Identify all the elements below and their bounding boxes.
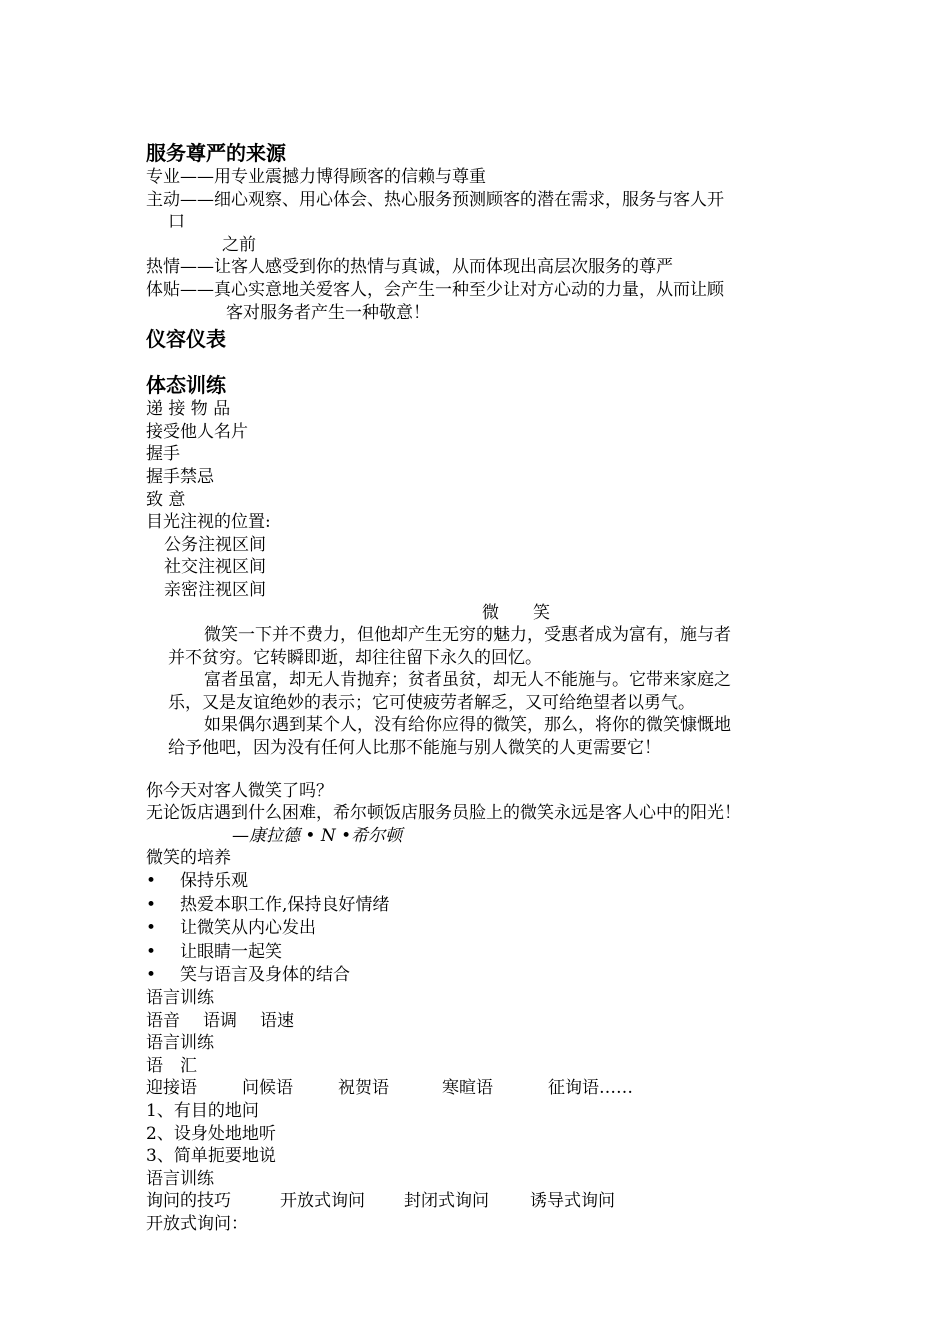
quote-signature: —康拉德 • N •希尔顿 [232, 825, 403, 846]
term: 封闭式询问 [404, 1191, 489, 1212]
paragraph-line: 给予他吧，因为没有任何人比那不能施与别人微笑的人更需要它！ [168, 738, 661, 759]
bullet-icon: • [146, 941, 157, 962]
term: 寒暄语 [442, 1078, 493, 1099]
text-line: 开放式询问： [146, 1213, 248, 1234]
term: 语速 [260, 1010, 294, 1031]
bullet-item [146, 941, 816, 964]
term: 问候语 [242, 1078, 293, 1099]
numbered-item: 1、有目的地问 [146, 1100, 259, 1121]
quote-line: 无论饭店遇到什么困难，希尔顿饭店服务员脸上的微笑永远是客人心中的阳光！ [146, 803, 741, 824]
bullet-icon: • [146, 918, 157, 939]
bullet-text: 热爱本职工作,保持良好情绪 [180, 894, 390, 915]
list-item: 目光注视的位置: [146, 512, 271, 533]
term: 征询语…… [548, 1078, 633, 1099]
paragraph-line: 微笑一下并不费力，但他却产生无穷的魅力，受惠者成为富有，施与者 [204, 625, 731, 646]
term-row [146, 1077, 816, 1100]
paragraph-line: 如果偶尔遇到某个人，没有给你应得的微笑，那么，将你的微笑慷慨地 [204, 715, 731, 736]
term: 迎接语 [146, 1078, 197, 1099]
bullet-text: 让微笑从内心发出 [180, 918, 316, 939]
term-row [146, 1010, 816, 1033]
section-title-service-dignity: 服务尊严的来源 [146, 141, 286, 165]
section-title-posture: 体态训练 [146, 373, 226, 398]
term: 询问的技巧 [146, 1191, 231, 1212]
list-subitem: 社交注视区间 [164, 557, 266, 578]
text-line: 专业——用专业震撼力博得顾客的信赖与尊重 [146, 167, 486, 187]
term: 开放式询问 [280, 1191, 365, 1212]
section-title-appearance: 仪容仪表 [146, 327, 226, 352]
subheading: 语言训练 [146, 988, 214, 1008]
text-line: 主动——细心观察、用心体会、热心服务预测顾客的潜在需求，服务与客人开 [146, 189, 724, 210]
document-page [146, 140, 816, 1236]
list-item: 握手 [146, 444, 180, 465]
bullet-text: 保持乐观 [180, 871, 248, 892]
term: 祝贺语 [338, 1078, 389, 1099]
list-subitem: 公务注视区间 [164, 534, 266, 555]
spacer [146, 760, 816, 780]
term: 语 汇 [146, 1055, 197, 1076]
list-subitem: 亲密注视区间 [164, 579, 266, 600]
bullet-text: 让眼睛一起笑 [180, 941, 282, 962]
subheading: 语言训练 [146, 1033, 214, 1054]
text-line: 体贴——真心实意地关爱客人，会产生一种至少让对方心动的力量，从而让顾 [146, 279, 724, 300]
term: 语调 [203, 1010, 237, 1031]
bullet-item [146, 894, 816, 917]
term: 诱导式询问 [530, 1191, 615, 1212]
list-item: 致 意 [146, 489, 186, 510]
bullet-item [146, 917, 816, 940]
bullet-item [146, 964, 816, 987]
numbered-item: 2、设身处地地听 [146, 1123, 276, 1144]
question-line: 你今天对客人微笑了吗？ [146, 780, 333, 801]
paragraph-line: 富者虽富，却无人肯抛弃；贫者虽贫，却无人不能施与。它带来家庭之 [204, 670, 731, 691]
bullet-text: 笑与语言及身体的结合 [180, 965, 350, 986]
text-line: 客对服务者产生一种敬意！ [226, 302, 430, 323]
list-item: 握手禁忌 [146, 466, 214, 487]
text-line: 热情——让客人感受到你的热情与真诚，从而体现出高层次服务的尊严 [146, 257, 673, 278]
smile-heading: 微 笑 [482, 602, 550, 623]
text-line: 口 [168, 212, 185, 233]
spacer [146, 352, 816, 372]
term-row [146, 1190, 816, 1213]
subheading: 微笑的培养 [146, 848, 231, 869]
bullet-icon: • [146, 894, 157, 915]
list-item: 接受他人名片 [146, 421, 248, 442]
paragraph-line: 并不贫穷。它转瞬即逝，却往往留下永久的回忆。 [168, 647, 542, 668]
bullet-item [146, 870, 816, 893]
bullet-icon: • [146, 871, 157, 892]
paragraph-line: 乐，又是友谊绝妙的表示；它可使疲劳者解乏，又可给绝望者以勇气。 [168, 692, 695, 713]
numbered-item: 3、简单扼要地说 [146, 1146, 276, 1167]
term: 语音 [146, 1010, 180, 1031]
text-line: 之前 [222, 234, 256, 255]
list-item: 递 接 物 品 [146, 399, 231, 420]
subheading: 语言训练 [146, 1168, 214, 1189]
bullet-icon: • [146, 965, 157, 986]
